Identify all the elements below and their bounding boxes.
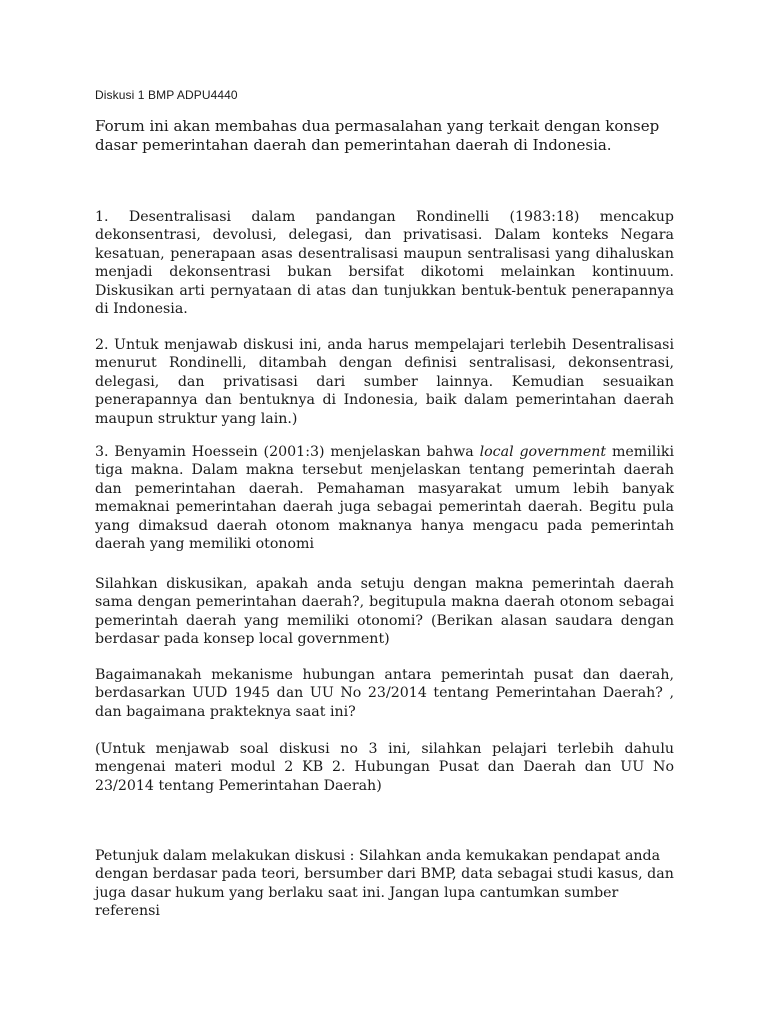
point-3-text-after: memiliki tiga makna. Dalam makna tersebut menjelaskan tentang pemerintah daerah dan pemerintahan daerah. Pemahaman masyarakat umum lebih banyak memaknai pemerintahan daerah juga sebagai pemerintah daerah. Begitu pula yang dimaksud daerah otonom maknanya hanya mengacu pada pemerintah daerah yang memiliki otonomi [95,444,674,553]
intro-paragraph: Forum ini akan membahas dua permasalahan yang terkait dengan konsep dasar pemerintahan daerah dan pemerintahan daerah di Indonesia. [95,117,660,154]
point-3-text-before: 3. Benyamin Hoessein (2001:3) menjelaskan bahwa [95,444,480,460]
document-title: Diskusi 1 BMP ADPU4440 [95,88,238,102]
discussion-point-2: 2. Untuk menjawab diskusi ini, anda harus mempelajari terlebih Desentralisasi menurut Rondinelli, ditambah dengan definisi sentralisasi, dekonsentrasi, delegasi, dan privatisasi dari sumber lainnya. Kemudian sesuaikan penerapannya dan bentuknya di Indonesia, baik dalam pemerintahan daerah maupun struktur yang lain.) [95,337,674,427]
point-3-question: Silahkan diskusikan, apakah anda setuju dengan makna pemerintah daerah sama dengan pemerintahan daerah?, begitupula makna daerah otonom sebagai pemerintah daerah yang memiliki otonomi? (Berikan alasan saudara dengan berdasar pada konsep local government) [95,576,674,648]
discussion-instructions: Petunjuk dalam melakukan diskusi : Silahkan anda kemukakan pendapat anda dengan berdasar pada teori, bersumber dari BMP, data sebagai studi kasus, dan juga dasar hukum yang berlaku saat ini. Jangan lupa cantumkan sumber referensi [95,848,674,920]
point-3-question-2: Bagaimanakah mekanisme hubungan antara pemerintah pusat dan daerah, berdasarkan UUD 1945 dan UU No 23/2014 tentang Pemerintahan Daerah? , dan bagaimana prakteknya saat ini? [95,667,674,720]
discussion-point-3 [95,443,674,553]
discussion-point-1: 1. Desentralisasi dalam pandangan Rondinelli (1983:18) mencakup dekonsentrasi, devolusi, delegasi, dan privatisasi. Dalam konteks Negara kesatuan, penerapaan asas desentralisasi maupun sentralisasi yang dihaluskan menjadi dekonsentrasi bukan bersifat dikotomi melainkan kontinuum. Diskusikan arti pernyataan di atas dan tunjukkan bentuk-bentuk penerapannya di Indonesia. [95,209,674,318]
point-3-note: (Untuk menjawab soal diskusi no 3 ini, silahkan pelajari terlebih dahulu mengenai materi modul 2 KB 2. Hubungan Pusat dan Daerah dan UU No 23/2014 tentang Pemerintahan Daerah) [95,741,674,794]
point-3-italic-term: local government [479,444,607,460]
